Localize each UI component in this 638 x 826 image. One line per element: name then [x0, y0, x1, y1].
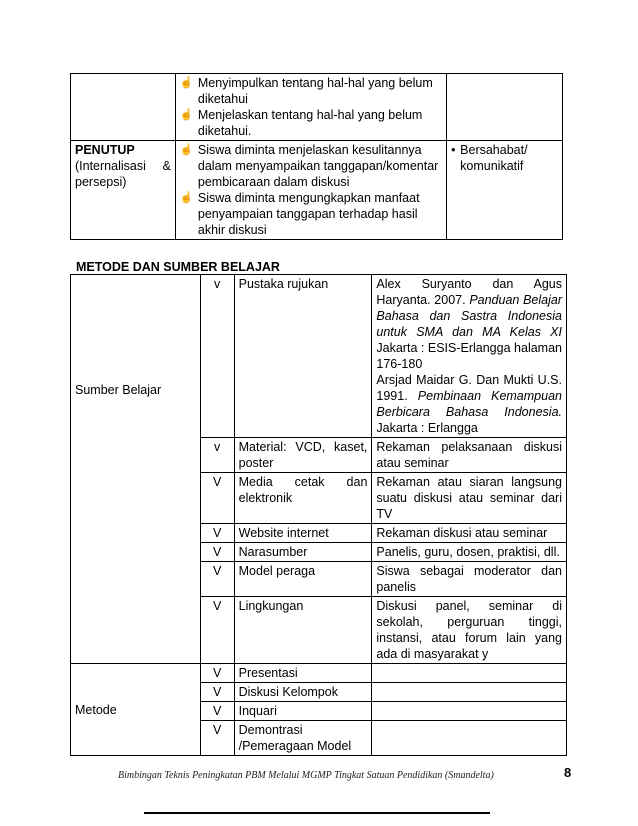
item-cell: Demontrasi /Pemeragaan Model [234, 721, 372, 756]
check-cell: V [200, 524, 234, 543]
table-row [71, 664, 567, 683]
list-item: ☝ Siswa diminta mengungkapkan manfaat penyampaian tanggapan terhadap hasil akhir diskusi [179, 191, 420, 237]
table-row [71, 141, 563, 240]
pointing-hand-icon: ☝ [179, 77, 194, 89]
desc-cell: Siswa sebagai moderator dan panelis [372, 562, 567, 597]
pointing-hand-icon: ☝ [179, 192, 194, 204]
value-cell [447, 141, 563, 240]
desc-cell: Panelis, guru, dosen, praktisi, dll. [372, 543, 567, 562]
item-cell: Website internet [234, 524, 372, 543]
item-cell: Material: VCD, kaset, poster [234, 438, 372, 473]
desc-cell: Diskusi panel, seminar di sekolah, perguruan tinggi, instansi, atau forum lain yang ada di masyarakat y [372, 597, 567, 664]
empty-cell [447, 74, 563, 141]
activity-cell [175, 74, 446, 141]
row-label: Metode [75, 702, 117, 717]
row-label: Sumber Belajar [75, 382, 162, 397]
check-cell: V [200, 721, 234, 756]
check-cell: V [200, 664, 234, 683]
desc-cell [372, 683, 567, 702]
phase-subtitle: (Internalisasi [75, 159, 146, 173]
item-cell: Narasumber [234, 543, 372, 562]
phase-title: PENUTUP [75, 143, 135, 157]
list-item: ☝ Menjelaskan tentang hal-hal yang belum diketahui. [179, 108, 423, 138]
phase-subtitle: persepsi) [75, 175, 127, 189]
check-cell: V [200, 562, 234, 597]
check-cell: V [200, 543, 234, 562]
desc-cell: Alex Suryanto dan Agus Haryanta. 2007. Panduan Belajar Bahasa dan Sastra Indonesia untuk SMA dan MA Kelas XI Jakarta : ESIS-Erlangga halaman 176-180 Arsjad Maidar G. Dan Mukti U.S. 1991. Pembinaan Kemampuan Berbicara Bahasa Indonesia. Jakarta : Erlangga [372, 275, 567, 438]
check-cell: V [200, 473, 234, 524]
table-row [71, 275, 567, 438]
activity-cell [175, 141, 446, 240]
desc-cell: Rekaman diskusi atau seminar [372, 524, 567, 543]
table-row [71, 74, 563, 141]
page-footer: Bimbingan Teknis Peningkatan PBM Melalui MGMP Tingkat Satuan Pendidikan (Smandelta) [118, 770, 494, 781]
desc-cell [372, 664, 567, 683]
sumber-label-cell [71, 275, 201, 664]
lesson-activity-table [70, 73, 563, 240]
method-resource-table [70, 274, 567, 756]
item-cell: Lingkungan [234, 597, 372, 664]
empty-cell [71, 74, 176, 141]
item-cell: Model peraga [234, 562, 372, 597]
item-cell: Diskusi Kelompok [234, 683, 372, 702]
item-cell: Media cetak dan elektronik [234, 473, 372, 524]
ampersand: & [162, 159, 171, 173]
check-cell: V [200, 702, 234, 721]
desc-cell [372, 702, 567, 721]
list-item: • Bersahabat/ komunikatif [451, 143, 528, 173]
check-cell: v [200, 275, 234, 438]
desc-cell: Rekaman pelaksanaan diskusi atau seminar [372, 438, 567, 473]
check-cell: V [200, 597, 234, 664]
item-cell: Inquari [234, 702, 372, 721]
desc-cell [372, 721, 567, 756]
pointing-hand-icon: ☝ [179, 144, 194, 156]
pointing-hand-icon: ☝ [179, 109, 194, 121]
item-cell: Presentasi [234, 664, 372, 683]
list-item: ☝ Siswa diminta menjelaskan kesulitannya dalam menyampaikan tanggapan/komentar pembicaraan dalam diskusi [179, 143, 439, 189]
check-cell: v [200, 438, 234, 473]
list-item: ☝ Menyimpulkan tentang hal-hal yang belum diketahui [179, 76, 433, 106]
section-title: METODE DAN SUMBER BELAJAR [76, 260, 280, 274]
bullet-icon: • [451, 143, 456, 157]
metode-label-cell [71, 664, 201, 756]
phase-cell [71, 141, 176, 240]
check-cell: V [200, 683, 234, 702]
page-number: 8 [564, 765, 572, 780]
desc-cell: Rekaman atau siaran langsung suatu diskusi atau seminar dari TV [372, 473, 567, 524]
footer-divider [144, 812, 490, 814]
item-cell: Pustaka rujukan [234, 275, 372, 438]
